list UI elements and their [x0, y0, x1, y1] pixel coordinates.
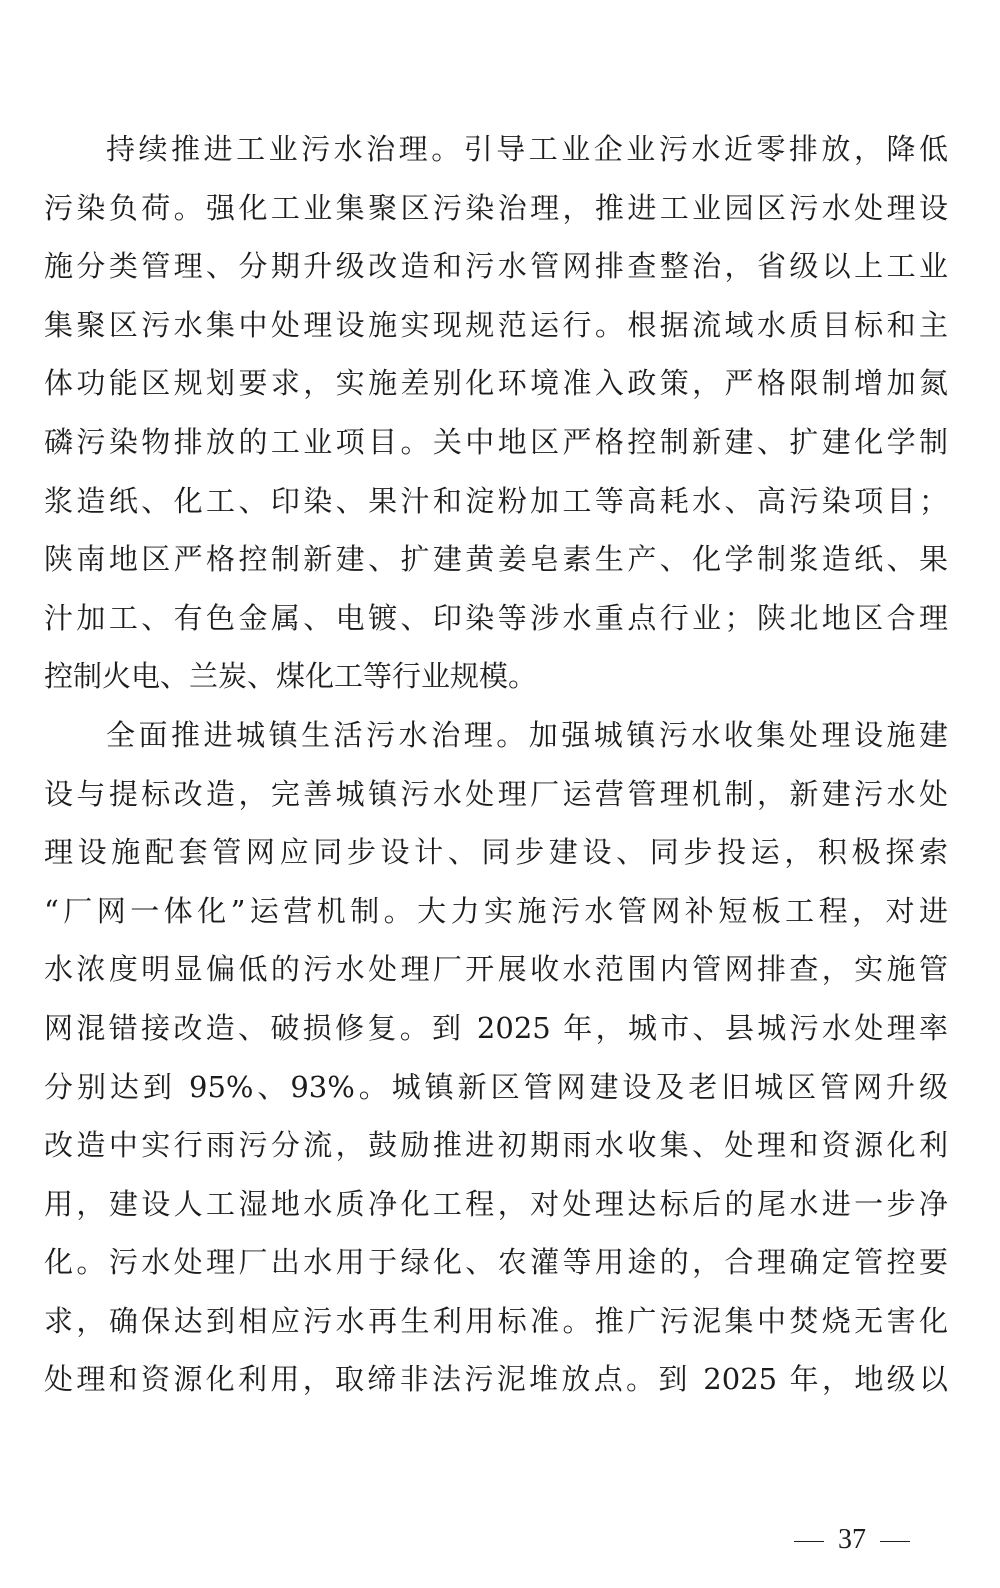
paragraph-2-line-4: “厂网一体化”运营机制。大力实施污水管网补短板工程，对进	[44, 893, 948, 928]
paragraph-1-line-10: 控制火电、兰炭、煤化工等行业规模。	[44, 659, 538, 694]
paragraph-2-line-10: 化。污水处理厂出水用于绿化、农灌等用途的，合理确定管控要	[44, 1245, 948, 1280]
paragraph-1-line-6: 磷污染物排放的工业项目。关中地区严格控制新建、扩建化学制	[44, 424, 948, 459]
footer-dash-left	[794, 1541, 824, 1543]
page-footer	[780, 1524, 920, 1556]
paragraph-2-line-6: 网混错接改造、破损修复。到 2025 年，城市、县城污水处理率	[44, 1010, 948, 1045]
page-number: 37	[838, 1524, 866, 1555]
paragraph-1-line-2: 污染负荷。强化工业集聚区污染治理，推进工业园区污水处理设	[44, 190, 948, 225]
paragraph-2-line-9: 用，建设人工湿地水质净化工程，对处理达标后的尾水进一步净	[44, 1186, 948, 1221]
paragraph-1-line-8: 陕南地区严格控制新建、扩建黄姜皂素生产、化学制浆造纸、果	[44, 542, 948, 577]
paragraph-1-line-1: 持续推进工业污水治理。引导工业企业污水近零排放，降低	[106, 132, 948, 166]
paragraph-1-line-4: 集聚区污水集中处理设施实现规范运行。根据流域水质目标和主	[44, 307, 948, 342]
body-text	[44, 120, 948, 1409]
footer-dash-right	[880, 1541, 910, 1543]
paragraph-1-line-5: 体功能区规划要求，实施差别化环境准入政策，严格限制增加氮	[44, 366, 948, 401]
paragraph-1-line-3: 施分类管理、分期升级改造和污水管网排查整治，省级以上工业	[44, 249, 948, 284]
paragraph-2-line-8: 改造中实行雨污分流，鼓励推进初期雨水收集、处理和资源化利	[44, 1128, 948, 1163]
paragraph-2-line-3: 理设施配套管网应同步设计、同步建设、同步投运，积极探索	[44, 835, 948, 870]
paragraph-1-line-9: 汁加工、有色金属、电镀、印染等涉水重点行业；陕北地区合理	[44, 600, 948, 635]
paragraph-1-line-7: 浆造纸、化工、印染、果汁和淀粉加工等高耗水、高污染项目；	[44, 483, 948, 518]
paragraph-2-line-1: 全面推进城镇生活污水治理。加强城镇污水收集处理设施建	[106, 717, 948, 752]
paragraph-2-line-12: 处理和资源化利用，取缔非法污泥堆放点。到 2025 年，地级以	[44, 1362, 948, 1397]
paragraph-2-line-2: 设与提标改造，完善城镇污水处理厂运营管理机制，新建污水处	[44, 776, 948, 811]
paragraph-2-line-11: 求，确保达到相应污水再生利用标准。推广污泥集中焚烧无害化	[44, 1303, 948, 1338]
paragraph-2-line-7: 分别达到 95%、93%。城镇新区管网建设及老旧城区管网升级	[44, 1069, 948, 1104]
paragraph-2-line-5: 水浓度明显偏低的污水处理厂开展收水范围内管网排查，实施管	[44, 952, 948, 987]
